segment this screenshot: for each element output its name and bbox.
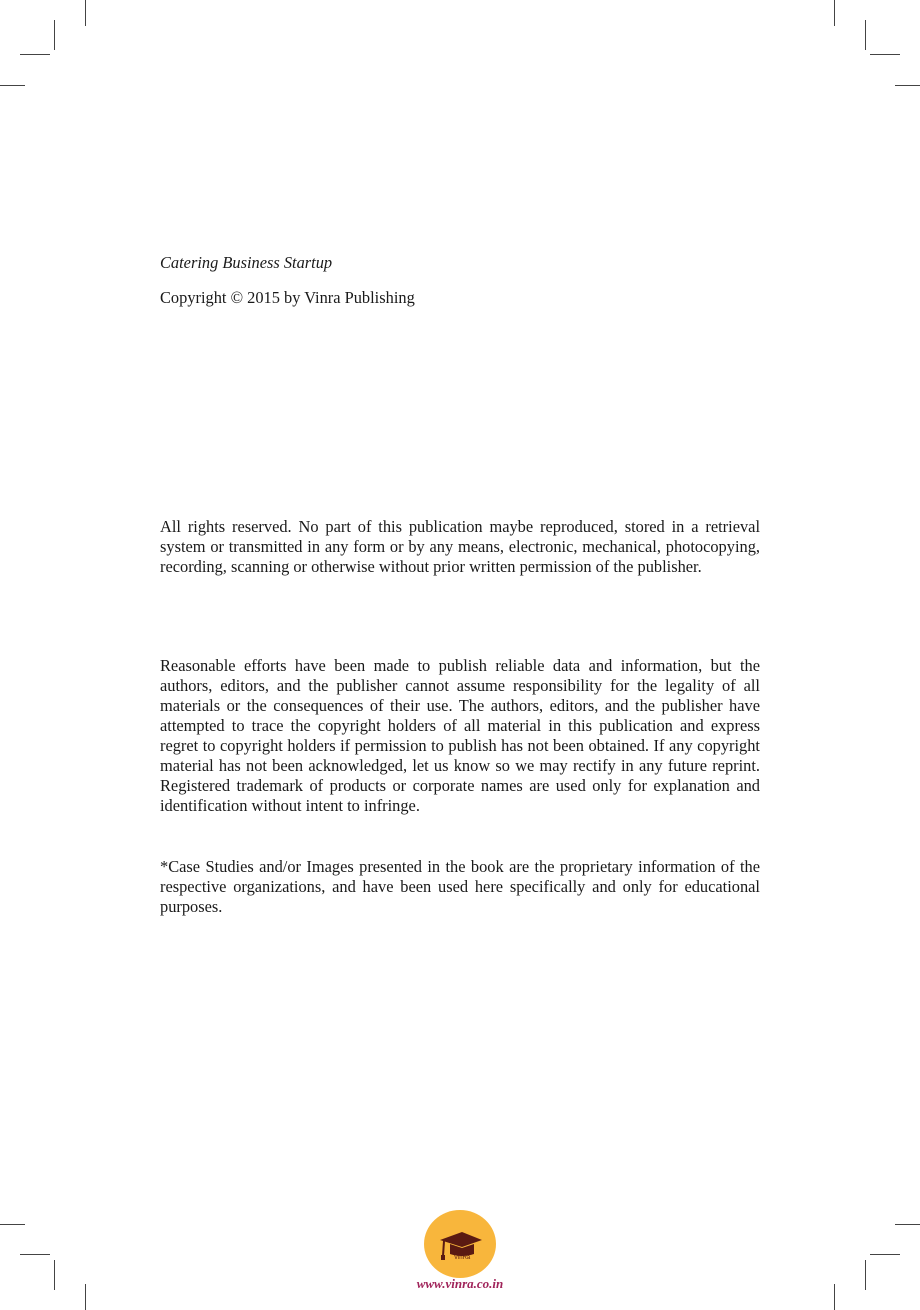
svg-text:VinRa: VinRa — [454, 1255, 471, 1261]
crop-mark — [834, 1284, 835, 1310]
crop-mark — [870, 1254, 900, 1255]
crop-mark — [54, 20, 55, 50]
crop-mark — [0, 1224, 25, 1225]
rights-paragraph: All rights reserved. No part of this publication maybe reproduced, stored in a retrieval system or transmitted in any form or by any means, electronic, mechanical, photocopying, recording, scanning or otherwise without prior written permission of the publisher. — [160, 517, 760, 576]
graduation-cap-icon — [424, 1210, 496, 1278]
book-title: Catering Business Startup — [160, 253, 333, 272]
crop-mark — [865, 20, 866, 50]
crop-mark — [20, 1254, 50, 1255]
copyright-line: Copyright © 2015 by Vinra Publishing — [160, 288, 415, 307]
crop-mark — [20, 54, 50, 55]
crop-mark — [54, 1260, 55, 1290]
case-studies-paragraph: *Case Studies and/or Images presented in the book are the proprietary information of the respective organizations, and have been used here specifically and only for educational purposes. — [160, 857, 760, 916]
publisher-logo — [424, 1210, 496, 1278]
publisher-url[interactable]: www.vinra.co.in — [416, 1276, 504, 1291]
crop-mark — [865, 1260, 866, 1290]
crop-mark — [85, 0, 86, 26]
crop-mark — [834, 0, 835, 26]
crop-mark — [870, 54, 900, 55]
crop-mark — [895, 85, 920, 86]
disclaimer-paragraph: Reasonable efforts have been made to publish reliable data and information, but the authors, editors, and the publisher cannot assume responsibility for the legality of all materials or the consequences of their use. The authors, editors, and the publisher have attempted to trace the copyright holders of all material in this publication and express regret to copyright holders if permission to publish has not been obtained. If any copyright material has not been acknowledged, let us know so we may rectify in any future reprint. Registered trademark of products or corporate names are used only for explanation and identification without intent to infringe. — [160, 656, 760, 815]
crop-mark — [0, 85, 25, 86]
crop-mark — [895, 1224, 920, 1225]
crop-mark — [85, 1284, 86, 1310]
